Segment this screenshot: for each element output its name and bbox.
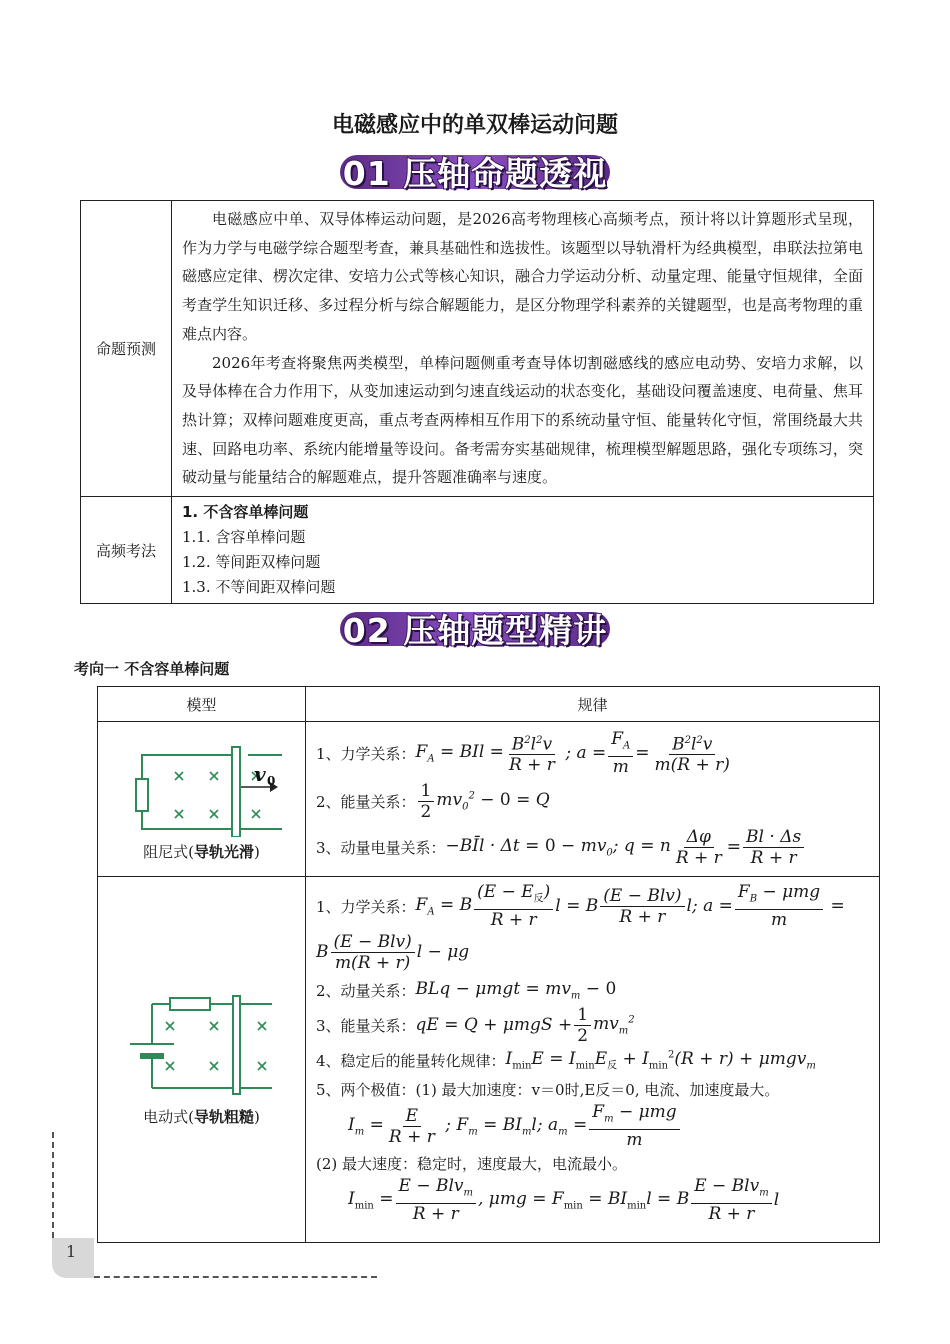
motor-caption-emphasis: 导轨粗糙: [193, 1108, 254, 1126]
rule-1-2-label: 2、能量关系：: [316, 792, 416, 811]
model-cell-motor: [98, 877, 306, 1243]
motor-caption: [99, 1106, 304, 1127]
damping-caption-emphasis: 导轨光滑: [193, 842, 254, 861]
section-banner-2-text: 02 压轴题型精讲: [342, 611, 608, 650]
section-banner-1: [340, 154, 610, 193]
page-margin-dashes-horizontal: [94, 1276, 377, 1278]
section-banner-2: [340, 611, 610, 650]
motor-caption-suffix: ): [254, 1108, 260, 1126]
rule-2-1b: B $\frac{\text{(E − Blv)}}{m(R + r)}$ l − μg: [316, 931, 470, 973]
rule-2-8: $I_{min}$ = $\frac{E - Blv_m}{R + r}$ , $\mu mg = F_{min} = BI_{min}l = B$ $\frac{E - Blv_m}{R + r}$ l: [348, 1175, 780, 1225]
rule-2-7-label: (2) 最大速度：稳定时，速度最大，电流最小。: [316, 1154, 628, 1173]
velocity-label: v: [253, 761, 266, 786]
rules-cell-motor: [306, 877, 880, 1243]
column-header-rules: 规律: [306, 687, 880, 722]
rule-1-3: 3、动量电量关系： −BĪl · $\Delta t = 0 - mv_0$; q = n $\frac{\Delta\varphi}{R + r}$ = $\frac{Bl \cdot \Delta s}{R + r}$: [316, 824, 869, 870]
rule-2-5: [316, 1075, 869, 1103]
motor-caption-prefix: 电动式(: [143, 1108, 194, 1126]
frequent-item-2: 1.1. 含容单棒问题: [182, 528, 306, 547]
section-banner-1-text: 01 压轴命题透视: [342, 154, 608, 193]
prediction-table: [80, 200, 874, 604]
prediction-paragraph-2: 2026年考查将聚焦两类模型，单棒问题侧重考查导体切割磁感线的感应电动势、安培力求解，以及导体棒在合力作用下，从变加速运动到匀速直线运动的状态变化，基础设问覆盖速度、电荷量、焦耳热计算；双棒问题难度更高，重点考查两棒相互作用下的系统动量守恒、能量转化守恒，常围绕最大共速、回路电功率、系统内能增量等设问。备考需夯实基础规律，梳理模型解题思路，强化专项练习，突破动量与能量结合的解题难点，提升答题准确率与速度。: [182, 353, 863, 487]
damping-caption-suffix: ): [254, 842, 260, 861]
prediction-content: [172, 201, 874, 497]
damping-caption: [99, 841, 304, 862]
rule-2-5-text: v＝0时,E反＝0, 电流、加速度最大。: [531, 1080, 780, 1099]
rule-2-4-label: 4、稳定后的能量转化规律：: [316, 1051, 506, 1070]
magnetic-field-crosses: [166, 1022, 266, 1070]
frequent-label: 高频考法: [81, 497, 172, 604]
damping-caption-prefix: 阻尼式(: [143, 842, 194, 861]
conductor-rod: [233, 996, 240, 1094]
rules-cell-damping: [306, 722, 880, 877]
damping-circuit-diagram: [122, 737, 282, 837]
prediction-paragraph-1: 电磁感应中单、双导体棒运动问题，是2026高考物理核心高频考点，预计将以计算题形式呈现，作为力学与电磁学综合题型考查，兼具基础性和选拔性。该题型以导轨滑杆为经典模型，串联法拉第电磁感应定律、楞次定律、安培力公式等核心知识，融合力学运动分析、动量定理、能量守恒规律，全面考查学生知识迁移、多过程分析与综合解题能力，是区分物理学科素养的关键题型，也是高考物理的重难点内容。: [182, 210, 863, 343]
conductor-rod: [232, 747, 240, 837]
resistor-symbol: [170, 998, 210, 1010]
rule-2-3: 3、能量关系： qE = Q + μmgS + $\frac{1}{2}$ $mv_m^2$: [316, 1004, 635, 1046]
rule-2-6: $I_m$ = $\frac{E}{R + r}$ ; $F_m = BI_ml$; $a_m$ = $\frac{F_m - \mu mg}{m}$: [316, 1103, 869, 1149]
model-rules-table: [97, 686, 880, 1243]
magnetic-field-crosses: [175, 772, 260, 818]
frequent-list: [172, 497, 874, 604]
rule-2-4: 4、稳定后的能量转化规律： $I_{min}E = I_{min}E_反 + I_{min}^2(R + r) + \mu mgv_m$: [316, 1048, 816, 1072]
rule-2-5-label: 5、两个极值：(1) 最大加速度：: [316, 1080, 532, 1099]
page-number: 1: [52, 1238, 94, 1278]
frequent-item-1: 1. 不含容单棒问题: [182, 503, 309, 522]
rule-2-3-label: 3、能量关系：: [316, 1016, 416, 1035]
rule-1-1: 1、力学关系： $F_A$ = BIl = $\frac{B^2l^2v}{R + r}$ ; a = $\frac{F_A}{m}$ = $\frac{B^2l^2v}{m(R + r)}$: [316, 728, 730, 778]
resistor-symbol: [136, 779, 148, 811]
rule-2-7: [316, 1149, 869, 1177]
prediction-label: 命题预测: [81, 201, 172, 497]
frequent-item-4: 1.3. 不等间距双棒问题: [182, 578, 336, 597]
rule-1-1-label: 1、力学关系：: [316, 744, 416, 763]
rule-1-2: 2、能量关系： $\frac{1}{2}$ $mv_0^2 - 0 = Q$: [316, 780, 550, 822]
rule-1-3-label: 3、动量电量关系：: [316, 838, 446, 857]
rule-2-1: 1、力学关系： $F_A = B$ $\frac{(E - E_反)}{R + r}$ l = B $\frac{\text{(E − Blv)}}{R + r}$ l; a = $\frac{F_B - \mu mg}{m}$ =: [316, 881, 845, 931]
column-header-model: 模型: [98, 687, 306, 722]
velocity-label-subscript: 0: [266, 773, 275, 788]
rule-2-1-label: 1、力学关系：: [316, 897, 416, 916]
motor-circuit-diagram: [122, 992, 282, 1102]
frequent-item-3: 1.2. 等间距双棒问题: [182, 553, 321, 572]
document-title: 电磁感应中的单双棒运动问题: [331, 113, 618, 138]
section-heading: 考向一 不含容单棒问题: [74, 660, 230, 678]
rule-2-2: 2、动量关系： BLq − $\mu mgt = mv_m - 0$: [316, 978, 617, 1002]
rule-2-2-label: 2、动量关系：: [316, 981, 416, 1000]
model-cell-damping: [98, 722, 306, 877]
page-margin-dashes-vertical: [52, 1132, 54, 1238]
